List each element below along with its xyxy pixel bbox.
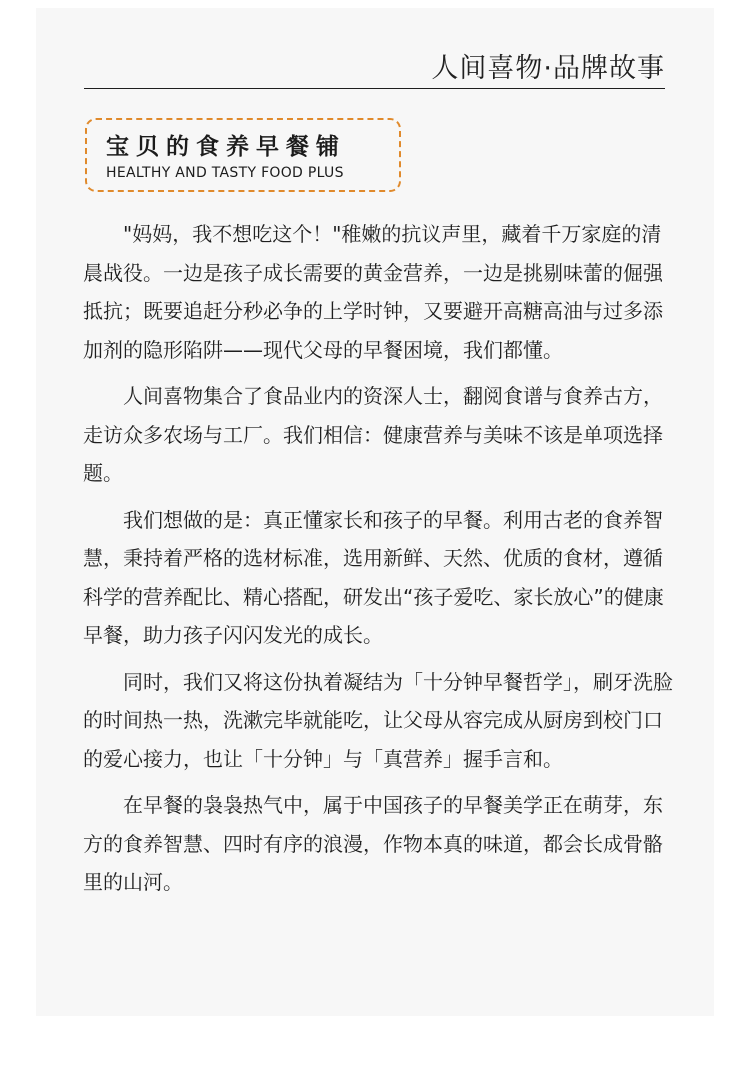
story-body: [83, 215, 679, 910]
paragraph-5: 在早餐的袅袅热气中，属于中国孩子的早餐美学正在萌芽，东方的食养智慧、四时有序的浪漫，作物本真的味道，都会长成骨骼里的山河。: [83, 793, 663, 894]
title-divider: [84, 88, 665, 89]
story-card: [36, 8, 714, 1016]
badge-subtitle: HEALTHY AND TASTY FOOD PLUS: [106, 165, 344, 181]
paragraph-3: 我们想做的是：真正懂家长和孩子的早餐。利用古老的食养智慧，秉持着严格的选材标准，选用新鲜、天然、优质的食材，遵循科学的营养配比、精心搭配，研发出“孩子爱吃、家长放心”的健康早餐，助力孩子闪闪发光的成长。: [83, 507, 664, 647]
paragraph-2: 人间喜物集合了食品业内的资深人士，翻阅食谱与食养古方，走访众多农场与工厂。我们相信：健康营养与美味不该是单项选择题。: [83, 384, 663, 485]
section-badge: [85, 118, 401, 192]
badge-title: 宝贝的食养早餐铺: [106, 134, 346, 160]
paragraph-4: 同时，我们又将这份执着凝结为「十分钟早餐哲学」，刷牙洗脸的时间热一热，洗漱完毕就能吃，让父母从容完成从厨房到校门口的爱心接力，也让「十分钟」与「真营养」握手言和。: [83, 669, 673, 771]
paragraph-1: "妈妈，我不想吃这个！"稚嫩的抗议声里，藏着千万家庭的清晨战役。一边是孩子成长需要的黄金营养，一边是挑剔味蕾的倔强抵抗；既要追赶分秒必争的上学时钟，又要避开高糖高油与过多添加剂的隐形陷阱——现代父母的早餐困境，我们都懂。: [83, 222, 663, 362]
page-title: 人间喜物·品牌故事: [431, 53, 665, 84]
